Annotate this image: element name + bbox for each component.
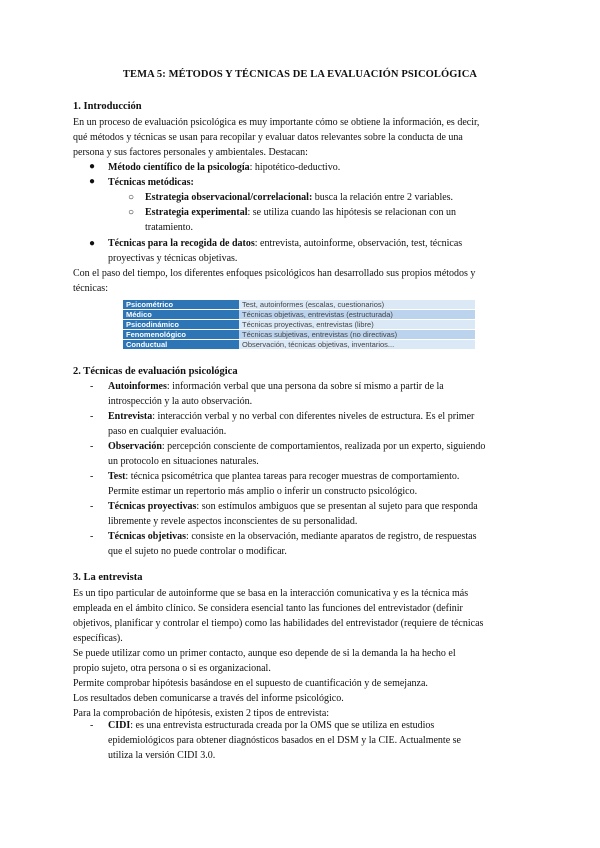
list-item	[108, 160, 340, 175]
bold-term: Entrevista	[108, 411, 153, 422]
bold-term: Autoinformes	[108, 381, 167, 392]
bold-term: Observación	[108, 441, 162, 452]
section-1-heading: 1. Introducción	[73, 101, 142, 112]
bold-term: CIDI	[108, 720, 131, 731]
text: : información verbal que una persona da sobre sí mismo a partir de la	[166, 381, 444, 392]
dash-icon: -	[90, 441, 94, 452]
bold-term: Técnicas para la recogida de datos	[108, 238, 255, 249]
table-cell-approach: Psicodinámico	[123, 320, 239, 330]
text-line: qué métodos y técnicas se usan para recopilar y evaluar datos relevantes sobre la conducta de una	[73, 132, 463, 143]
table-cell-techniques: Técnicas objetivas, entrevistas (estructurada)	[239, 310, 475, 320]
text: epidemiológicos para obtener diagnósticos basados en el DSM y la CIE. Actualmente se	[108, 735, 461, 746]
table-cell-techniques: Técnicas proyectivas, entrevistas (libre)	[239, 320, 475, 330]
bold-term: Técnicas objetivas	[108, 531, 187, 542]
list-item	[108, 379, 444, 409]
text: : consiste en la observación, mediante aparatos de registro, de respuestas	[186, 531, 477, 542]
text: Permite estimar un repertorio más amplio o inferir un constructo psicológico.	[108, 486, 418, 497]
dash-icon: -	[90, 720, 94, 731]
table-row	[123, 320, 475, 330]
table-row	[123, 340, 475, 350]
list-item	[108, 529, 477, 559]
bold-term: Estrategia experimental	[145, 207, 248, 218]
section-1-intro	[73, 115, 528, 160]
text: : percepción consciente de comportamientos, realizada por un experto, siguiendo	[161, 441, 486, 452]
circle-bullet-icon: ○	[128, 207, 135, 218]
circle-bullet-icon: ○	[128, 192, 135, 203]
text-line: En un proceso de evaluación psicológica es muy importante cómo se obtiene la información, es decir,	[73, 117, 480, 128]
list-item	[108, 409, 474, 439]
sub-list-item-continuation: tratamiento.	[145, 222, 194, 233]
dash-icon: -	[90, 471, 94, 482]
list-item	[108, 175, 194, 190]
text-line: Los resultados deben comunicarse a través del informe psicológico.	[73, 693, 344, 704]
text: : se utiliza cuando las hipótesis se relacionan con un	[247, 207, 457, 218]
text-line: Para la comprobación de hipótesis, existen 2 tipos de entrevista:	[73, 708, 330, 719]
table-cell-techniques: Técnicas subjetivas, entrevistas (no directivas)	[239, 330, 475, 340]
table-row	[123, 330, 475, 340]
bold-term: Técnicas proyectivas	[108, 501, 197, 512]
sub-list-item	[145, 190, 453, 205]
table-cell-approach: Psicométrico	[123, 300, 239, 310]
text: introspección y la auto observación.	[108, 396, 253, 407]
dash-icon: -	[90, 381, 94, 392]
list-item	[108, 236, 462, 251]
text-line: Es un tipo particular de autoinforme que se basa en la interacción comunicativa y es la técnica más	[73, 588, 469, 599]
text-line: Con el paso del tiempo, los diferentes enfoques psicológicos han desarrollado sus propios métodos y	[73, 268, 476, 279]
text-line: propio sujeto, otra persona o si es organizacional.	[73, 663, 271, 674]
text-line: Se puede utilizar como un primer contacto, aunque eso depende de si la demanda la ha hecho el	[73, 648, 456, 659]
table-row	[123, 310, 475, 320]
text-line: técnicas:	[73, 283, 108, 294]
text-line: empleada en el ámbito clínico. Se considera esencial tanto las funciones del entrevistador (definir	[73, 603, 463, 614]
text: : hipotético-deductivo.	[249, 162, 341, 173]
section-1-outro	[73, 266, 528, 296]
table-cell-techniques: Test, autoinformes (escalas, cuestionarios)	[239, 300, 475, 310]
bold-term: Método científico de la psicología	[108, 162, 250, 173]
text: : técnica psicométrica que plantea tareas para recoger muestras de comportamiento.	[125, 471, 460, 482]
text: : es una entrevista estructurada creada por la OMS que se utiliza en estudios	[130, 720, 435, 731]
text: : son estímulos ambiguos que se presentan al sujeto para que responda	[196, 501, 478, 512]
section-2-heading: 2. Técnicas de evaluación psicológica	[73, 366, 238, 377]
list-item	[108, 469, 459, 499]
section-3-body	[73, 586, 528, 721]
table-cell-approach: Fenomenológico	[123, 330, 239, 340]
text-line: Permite comprobar hipótesis basándose en el supuesto de cuantificación y de semejanza.	[73, 678, 428, 689]
text: utiliza la versión CIDI 3.0.	[108, 750, 216, 761]
text: libremente y revele aspectos inconscientes de su personalidad.	[108, 516, 358, 527]
text: busca la relación entre 2 variables.	[312, 192, 454, 203]
bold-term: Técnicas metódicas:	[108, 177, 194, 188]
text: : interacción verbal y no verbal con diferentes niveles de estructura. Es el primer	[152, 411, 475, 422]
table-cell-approach: Médico	[123, 310, 239, 320]
approaches-table	[123, 300, 475, 350]
bullet-icon: ●	[89, 238, 96, 249]
text: : entrevista, autoinforme, observación, test, técnicas	[254, 238, 463, 249]
bullet-icon: ●	[89, 176, 96, 187]
text-line: objetivos, planificar y controlar el tiempo) como las habilidades del entrevistador (requiere de técnicas	[73, 618, 484, 629]
table-cell-approach: Conductual	[123, 340, 239, 350]
bullet-icon: ●	[89, 161, 96, 172]
text-line: específicas).	[73, 633, 123, 644]
list-item-continuation: proyectivas y técnicas objetivas.	[108, 253, 238, 264]
bold-term: Test	[108, 471, 126, 482]
bold-term: Estrategia observacional/correlacional:	[145, 192, 313, 203]
list-item	[108, 439, 485, 469]
list-item	[108, 718, 461, 763]
dash-icon: -	[90, 531, 94, 542]
text: que el sujeto no puede controlar o modificar.	[108, 546, 287, 557]
dash-icon: -	[90, 501, 94, 512]
text: un protocolo en situaciones naturales.	[108, 456, 259, 467]
section-3-heading: 3. La entrevista	[73, 572, 143, 583]
sub-list-item	[145, 205, 456, 220]
text-line: persona y sus factores personales y ambientales. Destacan:	[73, 147, 308, 158]
dash-icon: -	[90, 411, 94, 422]
table-cell-techniques: Observación, técnicas objetivas, inventarios...	[239, 340, 475, 350]
list-item	[108, 499, 478, 529]
table-row	[123, 300, 475, 310]
document-title: TEMA 5: MÉTODOS Y TÉCNICAS DE LA EVALUACIÓN PSICOLÓGICA	[122, 69, 478, 80]
text: paso en cualquier evaluación.	[108, 426, 227, 437]
